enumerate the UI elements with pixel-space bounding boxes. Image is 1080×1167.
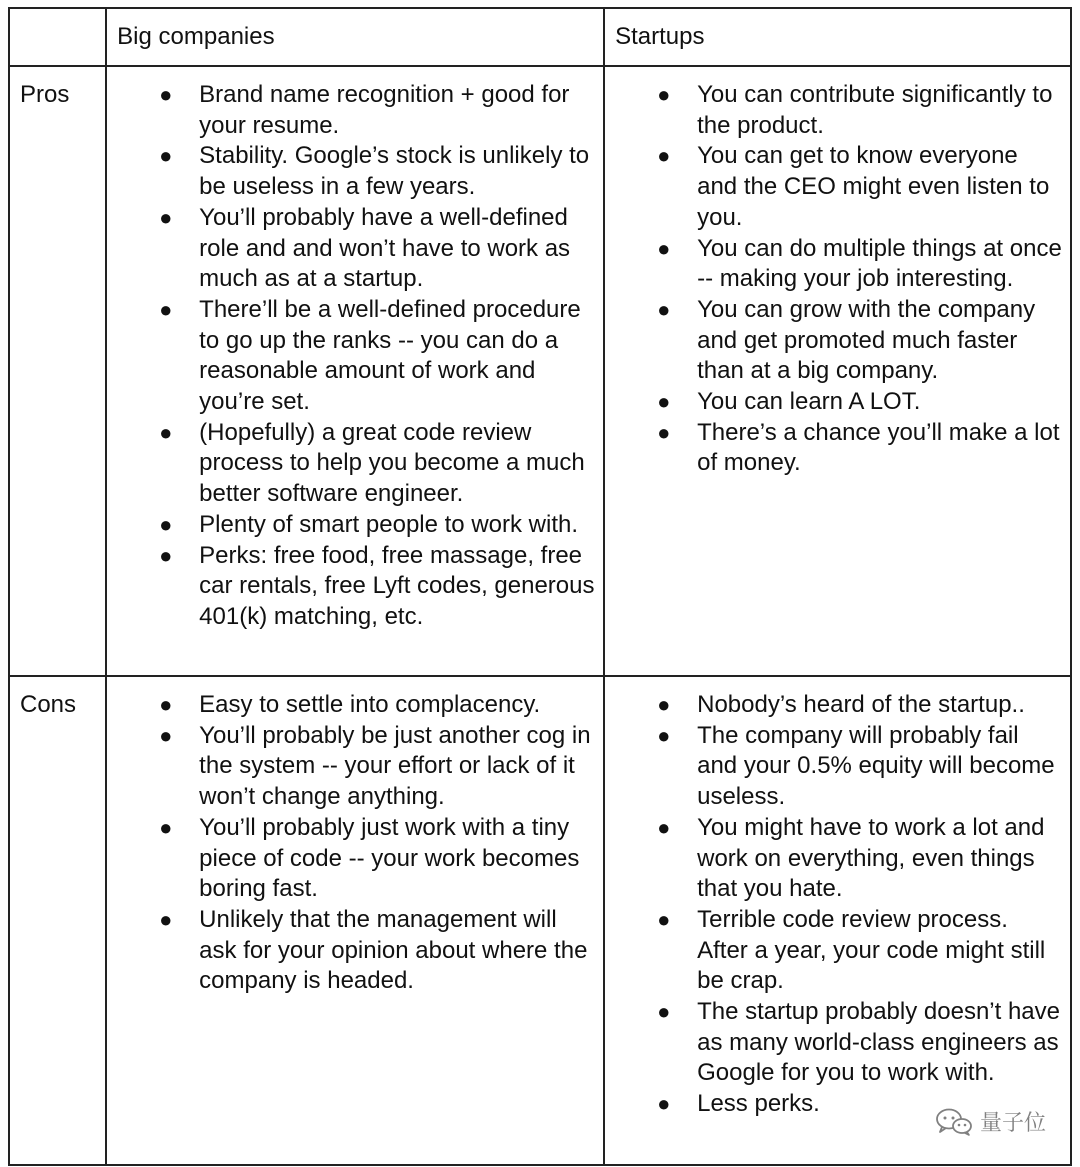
pros-big-companies-cell: [106, 66, 604, 676]
bullet-icon: ●: [657, 692, 671, 717]
header-empty-label: [10, 9, 105, 22]
list-item: [107, 541, 603, 633]
bullet-icon: ●: [657, 906, 671, 932]
list-item: [605, 80, 1070, 141]
list-item-text: (Hopefully) a great code review process to help you become a much better software engineer.: [199, 418, 585, 508]
list-item: [605, 295, 1070, 387]
bullet-icon: ●: [657, 389, 671, 415]
list-item-text: There’s a chance you’ll make a lot of money.: [697, 418, 1060, 477]
list-item-text: Plenty of smart people to work with.: [199, 510, 579, 538]
list-item: [605, 721, 1070, 813]
wechat-icon: [934, 1107, 974, 1137]
list-item-text: Nobody’s heard of the startup..: [697, 691, 1025, 718]
row-label-pros: Pros: [20, 81, 70, 108]
cons-startups-cell: [604, 676, 1071, 1165]
list-item: [605, 997, 1070, 1089]
cons-row: [9, 676, 1071, 1165]
list-item-text: You’ll probably just work with a tiny piece of code -- your work becomes boring fast.: [199, 813, 580, 903]
list-item-text: You can learn A LOT.: [697, 388, 921, 416]
bullet-icon: ●: [159, 143, 173, 169]
bullet-icon: ●: [657, 82, 671, 107]
list-item-text: You’ll probably have a well-defined role and and won’t have to work as much as at a startup.: [199, 203, 571, 293]
header-big-companies-label: Big companies: [117, 23, 275, 50]
bullet-icon: ●: [657, 296, 671, 322]
list-item: [605, 234, 1070, 295]
list-item-text: Perks: free food, free massage, free car rentals, free Lyft codes, generous 401(k) matching, etc.: [199, 541, 595, 630]
list-item: [107, 721, 603, 813]
bullet-icon: ●: [657, 235, 671, 261]
list-item-text: You might have to work a lot and work on everything, even things that you hate.: [697, 813, 1045, 903]
list-item-text: Easy to settle into complacency.: [199, 691, 541, 718]
list-item: [605, 690, 1070, 721]
list-item-text: There’ll be a well-defined procedure to go up the ranks -- you can do a reasonable amount of work and you’re set.: [199, 295, 581, 416]
row-label-cons: Cons: [20, 691, 77, 718]
bullet-icon: ●: [159, 419, 173, 445]
header-cell-empty: [9, 8, 106, 66]
list-item-text: The company will probably fail and your 0.5% equity will become useless.: [697, 721, 1055, 811]
bullet-icon: ●: [657, 814, 671, 840]
bullet-icon: ●: [159, 511, 173, 537]
list-item: [107, 510, 603, 541]
watermark-text: 量子位: [979, 1111, 1046, 1136]
list-item: [605, 905, 1070, 997]
list-item-text: Brand name recognition + good for your resume.: [199, 81, 570, 139]
header-row: [9, 8, 1071, 66]
cons-startups-list: [605, 677, 1070, 1120]
list-item: [107, 295, 603, 418]
bullet-icon: ●: [159, 204, 173, 230]
bullet-icon: ●: [657, 419, 671, 445]
list-item-text: You can do multiple things at once -- making your job interesting.: [697, 234, 1062, 293]
list-item: [605, 418, 1070, 479]
list-item: [107, 418, 603, 510]
bullet-icon: ●: [159, 692, 173, 717]
list-item: [605, 813, 1070, 905]
list-item-text: You can contribute significantly to the product.: [697, 81, 1053, 139]
list-item-text: Stability. Google’s stock is unlikely to be useless in a few years.: [199, 142, 590, 201]
list-item: [605, 387, 1070, 418]
bullet-icon: ●: [159, 814, 173, 840]
pros-big-companies-list: [107, 67, 603, 633]
list-item: [107, 141, 603, 202]
bullet-icon: ●: [159, 542, 173, 568]
cons-big-companies-list: [107, 677, 603, 997]
pros-startups-cell: [604, 66, 1071, 676]
bullet-icon: ●: [159, 722, 173, 748]
bullet-icon: ●: [657, 143, 671, 169]
bullet-icon: ●: [657, 999, 671, 1025]
list-item: [107, 690, 603, 721]
list-item: [107, 905, 603, 997]
list-item-text: You can get to know everyone and the CEO might even listen to you.: [697, 142, 1050, 231]
header-cell-big-companies: [106, 8, 604, 66]
bullet-icon: ●: [657, 1091, 671, 1117]
row-label-cell: [9, 66, 106, 676]
list-item: [107, 813, 603, 905]
list-item-text: You’ll probably be just another cog in the system -- your effort or lack of it won’t change anything.: [199, 721, 591, 811]
row-label-cell: [9, 676, 106, 1165]
header-cell-startups: [604, 8, 1071, 66]
bullet-icon: ●: [159, 906, 173, 932]
list-item-text: Terrible code review process. After a year, your code might still be crap.: [697, 905, 1046, 995]
pros-startups-list: [605, 67, 1070, 479]
watermark: [934, 1106, 1046, 1137]
bullet-icon: ●: [159, 82, 173, 107]
bullet-icon: ●: [657, 722, 671, 748]
list-item: [605, 141, 1070, 233]
list-item-text: Unlikely that the management will ask for your opinion about where the company is headed.: [199, 905, 588, 995]
bullet-icon: ●: [159, 296, 173, 322]
header-startups-label: Startups: [615, 23, 705, 50]
list-item-text: Less perks.: [697, 1090, 820, 1118]
pros-row: [9, 66, 1071, 676]
list-item: [107, 203, 603, 295]
comparison-table: [8, 7, 1072, 1166]
list-item-text: The startup probably doesn’t have as many world-class engineers as Google for you to work with.: [697, 998, 1061, 1087]
list-item-text: You can grow with the company and get promoted much faster than at a big company.: [697, 295, 1036, 385]
cons-big-companies-cell: [106, 676, 604, 1165]
list-item: [107, 80, 603, 141]
